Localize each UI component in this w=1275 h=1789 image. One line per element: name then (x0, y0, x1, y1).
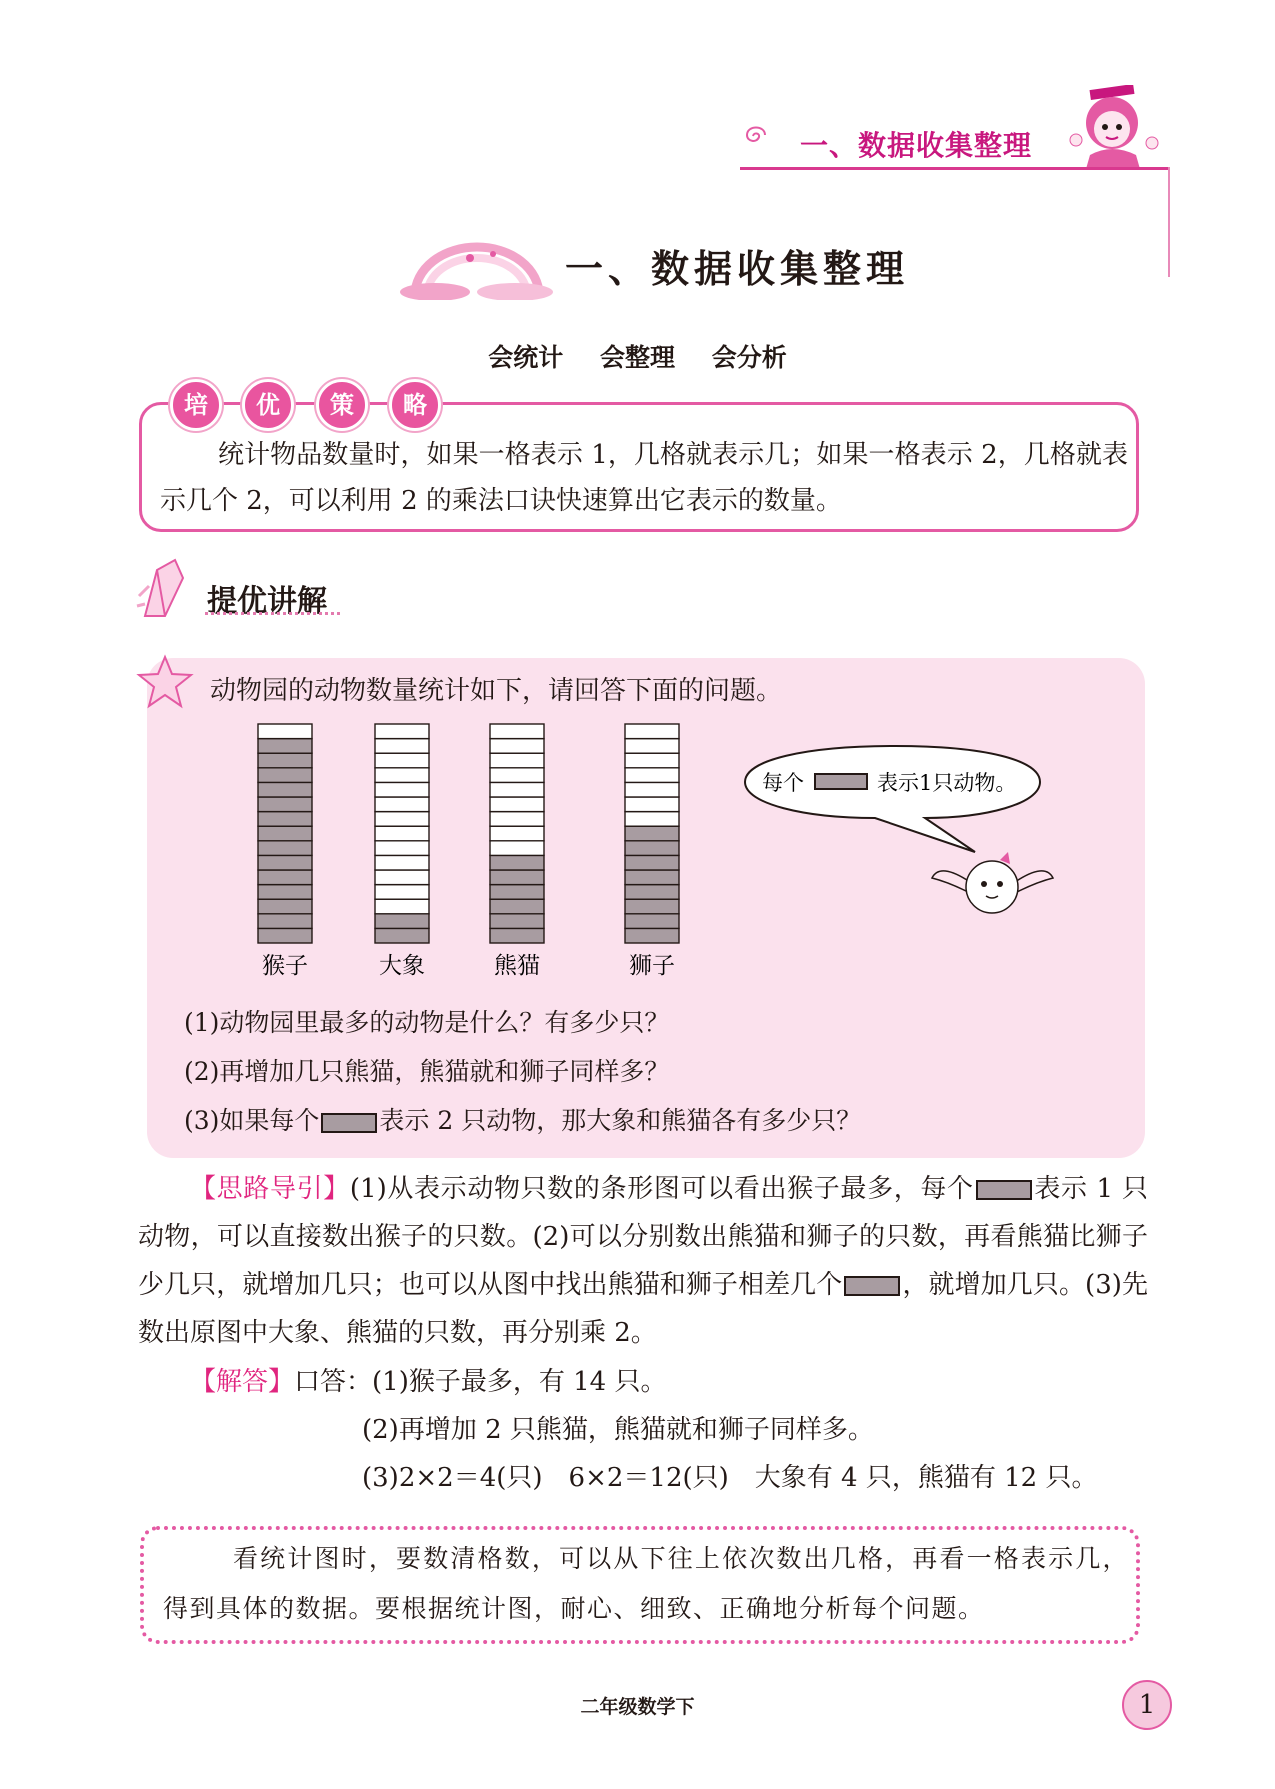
bar-cell-empty (490, 724, 544, 739)
category-label: 猴子 (262, 953, 308, 979)
bar-cell-filled (258, 797, 312, 812)
bar-cell-empty (490, 797, 544, 812)
bar-cell-empty (375, 855, 429, 870)
unit-cell-icon (844, 1276, 900, 1296)
bar-cell-empty (375, 885, 429, 900)
bar-cell-empty (490, 753, 544, 768)
bar-cell-empty (375, 870, 429, 885)
bar-column (375, 724, 429, 943)
bar-cell-empty (375, 724, 429, 739)
guide-text-1: (1)从表示动物只数的条形图可以看出猴子最多，每个 (349, 1174, 974, 1204)
question-2: (2)再增加几只熊猫，熊猫就和狮子同样多？ (184, 1057, 670, 1086)
star-icon (136, 654, 194, 710)
bar-cell-empty (375, 782, 429, 797)
bar-cell-empty (625, 797, 679, 812)
guide-text-2: 表示 1 只动物，可以直接数出猴子的只数。(2)可以分别数出熊猫和狮子的只数，再看熊猫比狮子少几只，就增加几只；也可以从图中找出熊猫和狮子相差几个 (138, 1174, 1148, 1300)
answer-line-3: (3)2×2＝4(只) 6×2＝12(只) 大象有 4 只，熊猫有 12 只。 (362, 1463, 1098, 1493)
bar-cell-filled (258, 812, 312, 827)
bar-cell-filled (625, 914, 679, 929)
bar-cell-filled (625, 841, 679, 856)
bar-cell-filled (258, 928, 312, 943)
bar-cell-empty (375, 753, 429, 768)
question-3 (184, 1101, 861, 1137)
bar-cell-filled (490, 899, 544, 914)
strategy-badge: 培 (170, 379, 222, 431)
category-label: 大象 (379, 953, 425, 979)
page-number: 1 (1122, 1680, 1172, 1730)
bar-cell-empty (375, 826, 429, 841)
bar-cell-empty (375, 797, 429, 812)
bubble-suffix: 表示1只动物。 (877, 771, 1017, 795)
bar-column (625, 724, 679, 943)
bar-cell-filled (625, 885, 679, 900)
bar-cell-empty (375, 812, 429, 827)
bar-cell-filled (258, 855, 312, 870)
bar-cell-filled (258, 782, 312, 797)
example-prompt: 动物园的动物数量统计如下，请回答下面的问题。 (210, 676, 783, 706)
header-rule (740, 167, 1170, 170)
bar-cell-filled (625, 899, 679, 914)
bar-cell-empty (490, 841, 544, 856)
bar-cell-filled (375, 928, 429, 943)
bar-cell-empty (490, 739, 544, 754)
bar-cell-empty (375, 768, 429, 783)
bar-cell-filled (490, 855, 544, 870)
footer-text: 二年级数学下 (580, 1696, 695, 1718)
bar-cell-filled (490, 885, 544, 900)
strategy-badge: 优 (242, 379, 294, 431)
bar-cell-empty (490, 826, 544, 841)
bar-cell-empty (625, 782, 679, 797)
bar-cell-empty (490, 812, 544, 827)
cartoon-girl-icon (1060, 85, 1170, 170)
bar-cell-filled (258, 826, 312, 841)
bar-cell-filled (625, 870, 679, 885)
section-title: 提优讲解 (207, 584, 327, 619)
bar-cell-filled (258, 739, 312, 754)
pencil-icon (135, 556, 197, 622)
chapter-subtitle: 会统计 会整理 会分析 (488, 343, 787, 372)
answer-text-1: 口答：(1)猴子最多，有 14 只。 (294, 1367, 667, 1397)
bar-cell-filled (258, 870, 312, 885)
question-3-part-a: (3)如果每个 (184, 1106, 320, 1135)
strategy-text: 统计物品数量时，如果一格表示 1，几格就表示几；如果一格表示 2，几格就表示几个 2，可以利用 2 的乘法口诀快速算出它表示的数量。 (160, 440, 1128, 516)
bar-cell-empty (490, 768, 544, 783)
tip-text: 看统计图时，要数清格数，可以从下往上依次数出几格，再看一格表示几，得到具体的数据。要根据统计图，耐心、细致、正确地分析每个问题。 (163, 1544, 1129, 1623)
guide-tag: 【思路导引】 (190, 1174, 350, 1204)
bar-cell-filled (258, 914, 312, 929)
bubble-prefix: 每个 (762, 771, 804, 795)
strategy-badge: 略 (389, 379, 441, 431)
bar-cell-filled (375, 914, 429, 929)
bar-cell-filled (258, 885, 312, 900)
bar-cell-filled (258, 768, 312, 783)
bar-cell-empty (375, 899, 429, 914)
category-label: 熊猫 (494, 953, 540, 979)
bar-column (490, 724, 544, 943)
header-title: 一、数据收集整理 (800, 129, 1033, 162)
speech-bubble (735, 742, 1055, 854)
bar-cell-filled (258, 899, 312, 914)
bar-cell-filled (625, 855, 679, 870)
bar-cell-empty (258, 724, 312, 739)
category-label: 狮子 (629, 953, 675, 979)
bar-chart (240, 715, 700, 985)
rainbow-landscape-icon (395, 240, 560, 300)
unit-cell-icon (976, 1180, 1032, 1200)
bar-cell-filled (258, 841, 312, 856)
winged-mascot-icon (930, 842, 1055, 927)
bar-cell-empty (625, 753, 679, 768)
question-3-part-b: 表示 2 只动物，那大象和熊猫各有多少只？ (379, 1106, 862, 1135)
swirl-ornament-icon (735, 115, 775, 155)
answer-line-1 (190, 1358, 1150, 1406)
bar-cell-empty (625, 768, 679, 783)
answer-tag: 【解答】 (190, 1367, 295, 1397)
strategy-badge: 策 (316, 379, 368, 431)
section-underline (205, 612, 340, 615)
bar-cell-empty (490, 782, 544, 797)
bar-cell-empty (625, 812, 679, 827)
question-1: (1)动物园里最多的动物是什么？有多少只？ (184, 1008, 670, 1037)
bar-cell-filled (625, 826, 679, 841)
bar-cell-filled (258, 753, 312, 768)
bar-cell-filled (625, 928, 679, 943)
header-rule-vertical (1168, 167, 1170, 277)
guide-paragraph (138, 1165, 1148, 1357)
bar-cell-empty (375, 739, 429, 754)
bar-cell-empty (625, 724, 679, 739)
unit-cell-legend (815, 774, 867, 789)
bar-column (258, 724, 312, 943)
bar-cell-empty (625, 739, 679, 754)
chapter-title: 一、数据收集整理 (565, 247, 910, 291)
bar-cell-filled (490, 870, 544, 885)
bar-cell-filled (490, 928, 544, 943)
guide-text-3: ，就增加几只。(3)先数出原图中大象、熊猫的只数，再分别乘 2。 (138, 1270, 1148, 1348)
unit-cell-icon (321, 1113, 377, 1133)
answer-line-2: (2)再增加 2 只熊猫，熊猫就和狮子同样多。 (362, 1415, 874, 1445)
bar-cell-filled (490, 914, 544, 929)
bar-cell-empty (375, 841, 429, 856)
